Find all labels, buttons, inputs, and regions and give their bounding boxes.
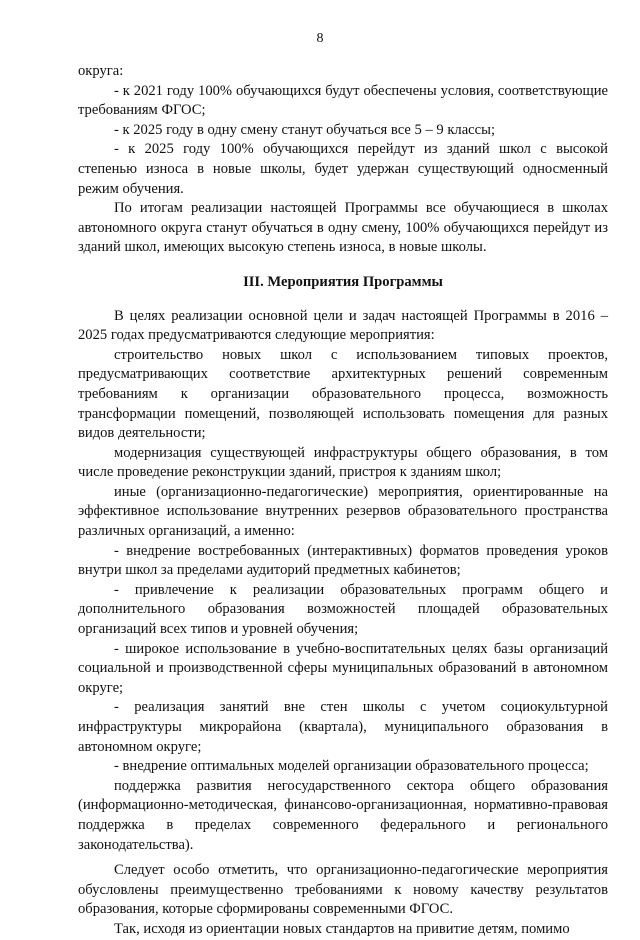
page-number: 8 [316,31,324,46]
paragraph: В целях реализации основной цели и задач настоящей Программы в 2016 – 2025 годах предусматриваются следующие мероприятия: [78,307,608,344]
paragraph: - внедрение востребованных (интерактивных) форматов проведения уроков внутри школ за пределами аудиторий предметных кабинетов; [78,542,608,579]
paragraph: - привлечение к реализации образовательных программ общего и дополнительного образования возможностей площадей образовательных организаций всех типов и уровней обучения; [78,581,608,638]
paragraph: Так, исходя из ориентации новых стандартов на привитие детям, помимо [114,920,570,937]
section-title: III. Мероприятия Программы [243,273,443,290]
paragraph: - к 2025 году в одну смену станут обучаться все 5 – 9 классы; [114,121,495,138]
paragraph: - реализация занятий вне стен школы с учетом социокультурной инфраструктуры микрорайона (квартала), муниципального образования в автономном округе; [78,699,608,755]
paragraph: поддержка развития негосударственного сектора общего образования (информационно-методическая, финансово-организационная, нормативно-правовая поддержка в пределах современного федерального и регионального законодательства). [78,777,608,853]
paragraph: - к 2025 году 100% обучающихся перейдут из зданий школ с высокой степенью износа в новые школы, будет удержан существующий односменный режим обучения. [78,141,608,197]
document-body [78,62,608,940]
paragraph: строительство новых школ с использованием типовых проектов, предусматривающих соответствие архитектурных решений современным требованиям к организации образовательного процесса, возможность трансформации помещений, позволяющей использовать помещения для разных видов деятельности; [78,346,608,442]
paragraph: По итогам реализации настоящей Программы все обучающиеся в школах автономного округа станут обучаться в одну смену, 100% обучающихся перейдут из зданий школ, имеющих высокую степень износа, в новые школы. [78,200,608,256]
paragraph: - к 2021 году 100% обучающихся будут обеспечены условия, соответствующие требованиям ФГОС; [78,82,608,119]
paragraph: - внедрение оптимальных моделей организации образовательного процесса; [114,758,589,775]
paragraph: модернизация существующей инфраструктуры общего образования, в том числе проведение реконструкции зданий, пристроя к зданиям школ; [78,444,608,481]
paragraph: округа: [78,63,124,79]
paragraphs-after-section [78,307,608,940]
paragraph: иные (организационно-педагогические) мероприятия, ориентированные на эффективное использование внутренних резервов образовательного пространства различных организаций, а именно: [78,483,608,540]
paragraphs-before-section [78,62,608,258]
paragraph: - широкое использование в учебно-воспитательных целях базы организаций социальной и производственной сферы муниципальных образований в автономном округе; [78,640,608,696]
paragraph: Следует особо отметить, что организационно-педагогические мероприятия обусловлены преимущественно требованиями к новому качеству результатов образования, которые сформированы современными ФГОС. [78,862,608,918]
